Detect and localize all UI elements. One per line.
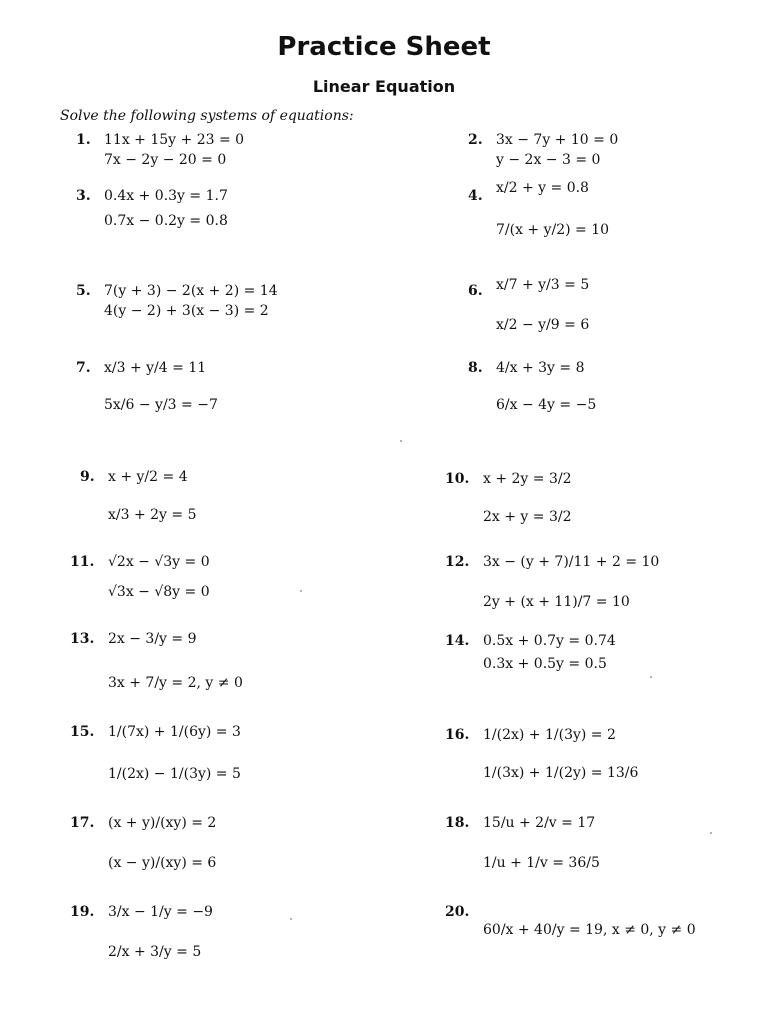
equation-2: 1/(3x) + 1/(2y) = 13/6 bbox=[483, 765, 639, 781]
equation-2: 2x + y = 3/2 bbox=[483, 509, 572, 525]
problem-number: 5. bbox=[76, 283, 91, 299]
problem-number: 11. bbox=[70, 554, 95, 570]
equation-1: 3/x − 1/y = −9 bbox=[108, 904, 213, 920]
equation-1: 1/(7x) + 1/(6y) = 3 bbox=[108, 724, 241, 740]
page-subtitle: Linear Equation bbox=[312, 77, 456, 96]
problem-number: 10. bbox=[445, 471, 470, 487]
equation-2: 3x + 7/y = 2, y ≠ 0 bbox=[108, 675, 243, 691]
equation-2: x/3 + 2y = 5 bbox=[108, 507, 197, 523]
equation-1: 7(y + 3) − 2(x + 2) = 14 bbox=[104, 283, 278, 299]
problem-number: 8. bbox=[468, 360, 483, 376]
problem-number: 14. bbox=[445, 633, 470, 649]
equation-2: 5x/6 − y/3 = −7 bbox=[104, 397, 218, 413]
scan-speck bbox=[710, 832, 712, 834]
equation-1: x/7 + y/3 = 5 bbox=[496, 277, 590, 293]
equation-2: 2/x + 3/y = 5 bbox=[108, 944, 202, 960]
problem-number: 20. bbox=[445, 904, 470, 920]
equation-2: 7x − 2y − 20 = 0 bbox=[104, 152, 227, 168]
equation-1: x + 2y = 3/2 bbox=[483, 471, 572, 487]
equation-1: x/3 + y/4 = 11 bbox=[104, 360, 207, 376]
problem-number: 19. bbox=[70, 904, 95, 920]
problem-number: 15. bbox=[70, 724, 95, 740]
equation-1: 2x − 3/y = 9 bbox=[108, 631, 197, 647]
equation-2: √3x − √8y = 0 bbox=[108, 584, 210, 600]
problem-number: 4. bbox=[468, 188, 483, 204]
scan-speck bbox=[290, 918, 292, 920]
equation-2: 4(y − 2) + 3(x − 3) = 2 bbox=[104, 303, 269, 319]
equation-1: 11x + 15y + 23 = 0 bbox=[104, 132, 245, 148]
scan-speck bbox=[400, 440, 402, 442]
problem-number: 2. bbox=[468, 132, 483, 148]
problem-number: 17. bbox=[70, 815, 95, 831]
instruction-text: Solve the following systems of equations: bbox=[60, 108, 354, 124]
problem-number: 16. bbox=[445, 727, 470, 743]
equation-1: 4/x + 3y = 8 bbox=[496, 360, 585, 376]
equation-1: x/2 + y = 0.8 bbox=[496, 180, 589, 196]
equation-1: 0.5x + 0.7y = 0.74 bbox=[483, 633, 616, 649]
equation-1: 3x − 7y + 10 = 0 bbox=[496, 132, 619, 148]
problem-number: 12. bbox=[445, 554, 470, 570]
equation-1: 0.4x + 0.3y = 1.7 bbox=[104, 188, 228, 204]
problem-number: 6. bbox=[468, 283, 483, 299]
equation-1: (x + y)/(xy) = 2 bbox=[108, 815, 217, 831]
problem-number: 13. bbox=[70, 631, 95, 647]
equation-2: 1/(2x) − 1/(3y) = 5 bbox=[108, 766, 241, 782]
equation-2: 0.7x − 0.2y = 0.8 bbox=[104, 213, 228, 229]
problem-number: 3. bbox=[76, 188, 91, 204]
equation-1: 60/x + 40/y = 19, x ≠ 0, y ≠ 0 bbox=[483, 922, 696, 938]
equation-2: (x − y)/(xy) = 6 bbox=[108, 855, 217, 871]
problem-number: 7. bbox=[76, 360, 91, 376]
equation-1: √2x − √3y = 0 bbox=[108, 554, 210, 570]
equation-2: 1/u + 1/v = 36/5 bbox=[483, 855, 600, 871]
equation-1: 3x − (y + 7)/11 + 2 = 10 bbox=[483, 554, 660, 570]
equation-2: 7/(x + y/2) = 10 bbox=[496, 222, 610, 238]
scan-speck bbox=[300, 590, 302, 592]
problem-number: 18. bbox=[445, 815, 470, 831]
equation-2: x/2 − y/9 = 6 bbox=[496, 317, 590, 333]
equation-2: y − 2x − 3 = 0 bbox=[496, 152, 601, 168]
equation-2: 6/x − 4y = −5 bbox=[496, 397, 597, 413]
equation-1: 1/(2x) + 1/(3y) = 2 bbox=[483, 727, 616, 743]
page-title: Practice Sheet bbox=[277, 32, 491, 62]
equation-1: x + y/2 = 4 bbox=[108, 469, 188, 485]
equation-2: 2y + (x + 11)/7 = 10 bbox=[483, 594, 630, 610]
problem-number: 1. bbox=[76, 132, 91, 148]
problem-number: 9. bbox=[80, 469, 95, 485]
equation-1: 15/u + 2/v = 17 bbox=[483, 815, 596, 831]
scan-speck bbox=[650, 676, 652, 678]
equation-2: 0.3x + 0.5y = 0.5 bbox=[483, 656, 607, 672]
